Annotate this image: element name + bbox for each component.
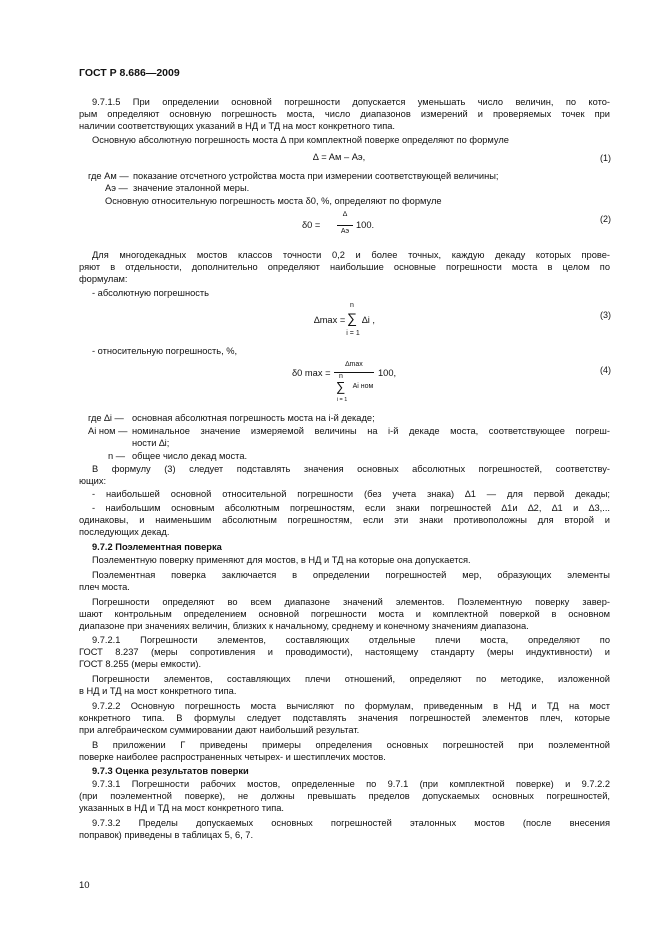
paragraph-line: Погрешности элементов, составляющих плечи отношений, определяют по методике, изложенной [92, 674, 610, 684]
list-item: - абсолютную погрешность [92, 288, 210, 298]
paragraph-line: указанных в НД и ТД на мост конкретного типа. [79, 803, 284, 813]
legend-symbol: Aэ — [105, 183, 128, 193]
formula-number: (4) [600, 365, 611, 375]
sum-lower: i = 1 [336, 397, 348, 403]
legend-text: основная абсолютная погрешность моста на i-й декаде; [132, 413, 375, 423]
paragraph-line: ГОСТ 8.237 (меры сопротивления и проводимости), настоящему стандарту (меры индуктивности) и [79, 647, 610, 657]
formula-3-term: ∆i , [362, 315, 375, 325]
formula-1: ∆ = Aм – Aэ, [313, 152, 366, 162]
paragraph-line: Поэлементная поверка заключается в определении погрешностей мер, образующих элементы [92, 570, 610, 580]
formula-2-numerator: ∆ [342, 211, 348, 218]
paragraph-line: 9.7.3.1 Погрешности рабочих мостов, определенные по 9.7.1 (при комплектной поверке) и 9.7.2.2 [92, 779, 610, 789]
paragraph-line: 9.7.2.2 Основную погрешность моста вычисляют по формулам, приведенным в НД и ТД на мост [92, 701, 610, 711]
paragraph-line: ГОСТ 8.255 (меры емкости). [79, 659, 202, 669]
paragraph-line: В формулу (3) следует подставлять значения основных абсолютных погрешностей, соответству- [92, 464, 610, 474]
formula-2-denominator: Aэ [340, 228, 350, 235]
formula-number: (3) [600, 310, 611, 320]
section-heading: 9.7.2 Поэлементная поверка [92, 542, 222, 552]
paragraph-line: шают контрольным определением основной погрешности моста и комплектной поверкой в основном [79, 609, 610, 619]
formula-2-lhs: δ0 = [302, 220, 321, 230]
formula-number: (2) [600, 214, 611, 224]
paragraph-line: конкретного типа. В формулы следует подставлять значения погрешностей элементов плеч, которые [79, 713, 610, 723]
paragraph-line: диапазоне при значениях величин, близких к начальному, среднему и конечному значениям диапазона. [79, 621, 529, 631]
legend-text: общее число декад моста. [132, 451, 248, 461]
formula-4-denominator: Ai ном [352, 383, 374, 390]
section-heading: 9.7.3 Оценка результатов поверки [92, 766, 249, 776]
formula-3-lhs: ∆max = [314, 315, 346, 325]
legend-text: показание отсчетного устройства моста при измерении соответствующей величины; [133, 171, 499, 181]
legend-text: значение эталонной меры. [133, 183, 250, 193]
legend-text: номинальное значение измеряемой величины на i-й декаде моста, соответствующее погреш- [132, 426, 610, 436]
paragraph-line: ряют в отдельности, дополнительно определяют наибольшие основные погрешности моста в целом по [79, 262, 610, 272]
list-item: - наибольшей основной относительной погрешности (без учета знака) ∆1 — для первой декады; [92, 489, 610, 499]
paragraph-line: поправок) приведены в таблицах 5, 6, 7. [79, 830, 254, 840]
paragraph-line: поверке наиболее распространенных четырех- и шестиплечих мостов. [79, 752, 386, 762]
paragraph-line: наличии соответствующих указаний в НД и ТД на мост конкретного типа. [79, 121, 395, 131]
paragraph-line: ющих: [79, 476, 107, 486]
paragraph-line: при алгебраическом суммировании дают наибольший результат. [79, 725, 360, 735]
formula-number: (1) [600, 153, 611, 163]
fraction-bar [337, 225, 353, 226]
sum-lower: i = 1 [346, 330, 360, 337]
paragraph-line: последующих декад. [79, 527, 170, 537]
legend-symbol: где Aм — [88, 171, 129, 181]
sum-upper: n [339, 373, 343, 380]
formula-2-rhs: 100. [356, 220, 375, 230]
paragraph-line: 9.7.2.1 Погрешности элементов, составляющих отдельные плечи моста, определяют по [92, 635, 610, 645]
page-number: 10 [79, 880, 90, 891]
paragraph-line: одинаковы, и наименьшим абсолютным погрешностям, если эти знаки противоположны для второй и [79, 515, 610, 525]
paragraph-line: Для многодекадных мостов классов точности 0,2 и более точных, каждую декаду которых прове- [92, 250, 610, 260]
paragraph-line: Основную абсолютную погрешность моста ∆ при комплектной поверке определяют по формуле [92, 135, 509, 145]
legend-symbol: где ∆i — [88, 413, 124, 423]
paragraph-line: плеч моста. [79, 582, 130, 592]
formula-4-lhs: δ0 max = [292, 368, 331, 378]
paragraph-line: Погрешности определяют во всем диапазоне значений элементов. Поэлементную поверку завер- [92, 597, 610, 607]
legend-text: ности ∆i; [132, 438, 170, 448]
legend-symbol: Ai ном — [88, 426, 128, 436]
sum-upper: n [350, 302, 354, 309]
paragraph-line: (при поэлементной поверке), не должны превышать пределов допускаемых основных погрешностей, [79, 791, 610, 801]
formula-4-rhs: 100, [378, 368, 397, 378]
paragraph-line: Основную относительную погрешность моста δ0, %, определяют по формуле [105, 196, 442, 206]
formula-4-numerator: ∆max [345, 361, 363, 368]
paragraph-line: в НД и ТД на мост конкретного типа. [79, 686, 237, 696]
legend-symbol: n — [108, 451, 126, 461]
sum-sign-icon: ∑ [347, 310, 357, 326]
page-header: ГОСТ Р 8.686—2009 [79, 67, 180, 79]
paragraph-line: 9.7.1.5 При определении основной погрешности допускается уменьшать число величин, по кото- [92, 97, 610, 107]
paragraph-line: 9.7.3.2 Пределы допускаемых основных погрешностей эталонных мостов (после внесения [92, 818, 610, 828]
list-item: - относительную погрешность, %, [92, 346, 238, 356]
paragraph-line: формулам: [79, 274, 128, 284]
paragraph-line: Поэлементную поверку применяют для мостов, в НД и ТД на которые она допускается. [92, 555, 471, 565]
paragraph-line: В приложении Г приведены примеры определения основных погрешностей при поэлементной [92, 740, 610, 750]
sum-sign-icon: ∑ [336, 379, 346, 394]
paragraph-line: рым определяют основную погрешность моста, число диапазонов измерений и проверяемых точек при [79, 109, 610, 119]
list-item: - наибольшим основным абсолютным погрешностям, если знаки погрешностей ∆1и ∆2, ∆1 и ∆3,... [92, 503, 610, 513]
